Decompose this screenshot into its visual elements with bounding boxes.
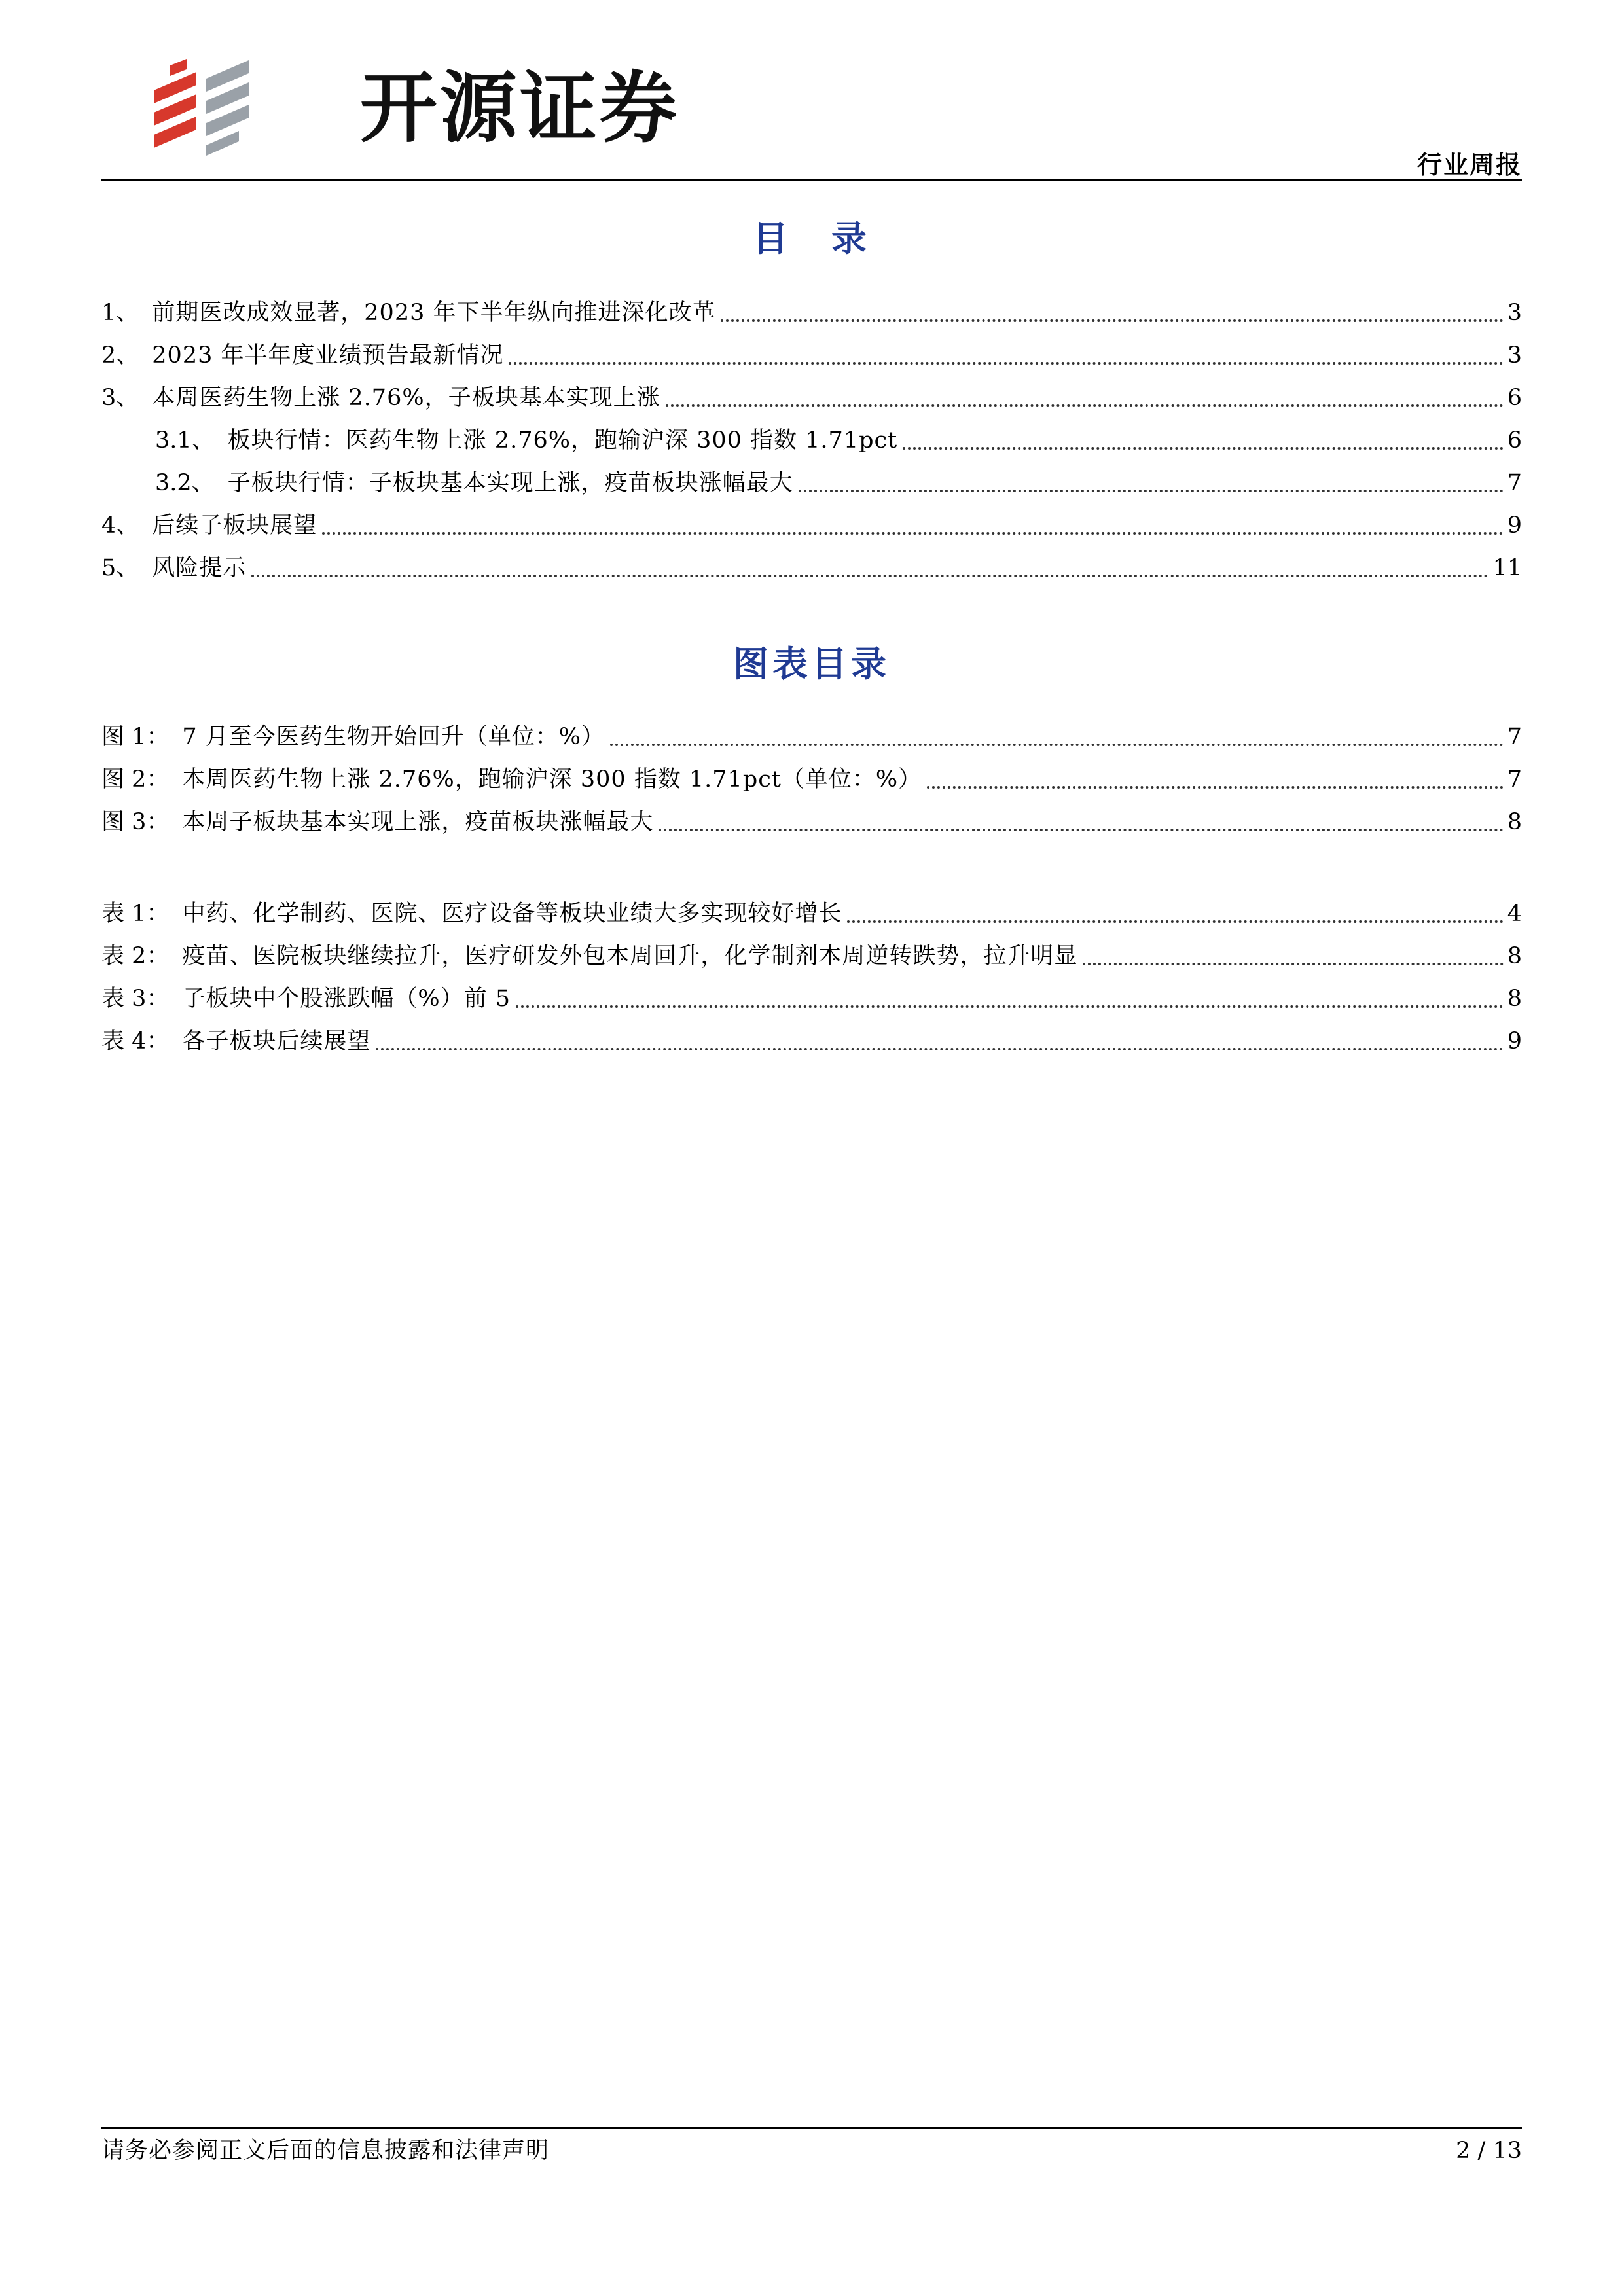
table-entry-text[interactable]: 疫苗、医院板块继续拉升，医疗研发外包本周回升，化学制剂本周逆转跌势，拉升明显 <box>182 943 1078 969</box>
footer-divider <box>101 2127 1522 2129</box>
figure-entry[interactable] <box>101 753 1522 795</box>
toc-leader-dots <box>847 920 1503 923</box>
table-entry-page[interactable]: 4 <box>1507 901 1522 927</box>
table-entry-number: 表 2： <box>101 943 170 969</box>
figure-list <box>101 710 1522 838</box>
toc-entry-number: 3.1、 <box>155 427 215 454</box>
toc-leader-dots <box>927 786 1504 789</box>
toc-entry-page[interactable]: 6 <box>1507 385 1522 411</box>
toc-leader-dots <box>903 447 1504 450</box>
report-type: 行业周报 <box>1416 151 1522 179</box>
table-entry-text[interactable]: 子板块中个股涨跌幅（%）前 5 <box>182 986 511 1012</box>
toc-list <box>101 286 1522 584</box>
toc-entry-text[interactable]: 本周医药生物上涨 2.76%，子板块基本实现上涨 <box>152 385 660 411</box>
footer-disclaimer: 请务必参阅正文后面的信息披露和法律声明 <box>101 2138 550 2164</box>
toc-entry-number: 2、 <box>101 342 139 368</box>
table-entry-number: 表 1： <box>101 901 170 927</box>
figure-entry-page[interactable]: 7 <box>1507 766 1522 793</box>
toc-entry-text[interactable]: 风险提示 <box>152 555 247 581</box>
table-entry-page[interactable]: 8 <box>1507 943 1522 969</box>
toc-entry-text[interactable]: 板块行情：医药生物上涨 2.76%，跑输沪深 300 指数 1.71pct <box>227 427 898 454</box>
figure-entry-number: 图 2： <box>101 766 170 793</box>
toc-entry-number: 4、 <box>101 512 139 539</box>
table-entry-text[interactable]: 各子板块后续展望 <box>182 1028 371 1054</box>
toc-entry-page[interactable]: 6 <box>1507 427 1522 454</box>
brand-name: 开源证券 <box>360 63 680 153</box>
table-entry-page[interactable]: 9 <box>1507 1028 1522 1054</box>
figure-entry[interactable] <box>101 795 1522 838</box>
toc-leader-dots <box>509 362 1503 365</box>
kaiyuan-securities-logo-icon <box>134 52 350 157</box>
toc-entry-page[interactable]: 3 <box>1507 300 1522 326</box>
toc-title: 目 录 <box>753 218 871 259</box>
toc-entry-page[interactable]: 3 <box>1507 342 1522 368</box>
toc-entry[interactable] <box>101 499 1522 541</box>
toc-entry-number: 3.2、 <box>155 470 215 496</box>
table-entry-text[interactable]: 中药、化学制药、医院、医疗设备等板块业绩大多实现较好增长 <box>182 901 842 927</box>
toc-entry-number: 5、 <box>101 555 139 581</box>
page-header <box>101 46 1522 183</box>
figure-entry-number: 图 1： <box>101 724 170 750</box>
toc-entry[interactable] <box>101 541 1522 584</box>
toc-entry-text[interactable]: 子板块行情：子板块基本实现上涨，疫苗板块涨幅最大 <box>227 470 793 496</box>
figure-entry-page[interactable]: 8 <box>1507 809 1522 835</box>
toc-entry-number: 3、 <box>101 385 139 411</box>
toc-entry[interactable] <box>101 329 1522 371</box>
toc-leader-dots <box>659 829 1503 831</box>
toc-leader-dots <box>610 744 1504 746</box>
figure-entry-text[interactable]: 本周子板块基本实现上涨，疫苗板块涨幅最大 <box>182 809 654 835</box>
table-entry[interactable] <box>101 1014 1522 1057</box>
toc-leader-dots <box>516 1005 1504 1008</box>
page-indicator: 2 / 13 <box>1456 2138 1522 2164</box>
toc-entry-number: 1、 <box>101 300 139 326</box>
toc-entry[interactable] <box>101 371 1522 414</box>
toc-leader-dots <box>322 532 1503 535</box>
toc-leader-dots <box>1083 963 1503 965</box>
figure-entry-text[interactable]: 本周医药生物上涨 2.76%，跑输沪深 300 指数 1.71pct（单位：%） <box>182 766 922 793</box>
toc-entry-page[interactable]: 11 <box>1492 555 1522 581</box>
figure-entry-number: 图 3： <box>101 809 170 835</box>
table-entry-page[interactable]: 8 <box>1507 986 1522 1012</box>
figures-index-title: 图表目录 <box>733 643 890 685</box>
toc-leader-dots <box>251 575 1489 577</box>
header-divider <box>101 179 1522 181</box>
toc-leader-dots <box>666 404 1504 407</box>
figure-entry[interactable] <box>101 710 1522 753</box>
table-entry[interactable] <box>101 887 1522 929</box>
toc-entry-text[interactable]: 前期医改成效显著，2023 年下半年纵向推进深化改革 <box>152 300 716 326</box>
table-entry-number: 表 4： <box>101 1028 170 1054</box>
toc-entry-page[interactable]: 7 <box>1507 470 1522 496</box>
toc-entry-text[interactable]: 后续子板块展望 <box>152 512 317 539</box>
figure-entry-text[interactable]: 7 月至今医药生物开始回升（单位：%） <box>182 724 605 750</box>
figure-entry-page[interactable]: 7 <box>1507 724 1522 750</box>
toc-entry-text[interactable]: 2023 年半年度业绩预告最新情况 <box>152 342 504 368</box>
toc-subentry[interactable] <box>101 414 1522 456</box>
toc-entry[interactable] <box>101 286 1522 329</box>
toc-leader-dots <box>376 1048 1503 1050</box>
toc-leader-dots <box>799 490 1504 492</box>
toc-subentry[interactable] <box>101 456 1522 499</box>
table-entry[interactable] <box>101 972 1522 1014</box>
table-list <box>101 887 1522 1057</box>
table-entry[interactable] <box>101 929 1522 972</box>
toc-leader-dots <box>721 319 1503 322</box>
table-entry-number: 表 3： <box>101 986 170 1012</box>
toc-entry-page[interactable]: 9 <box>1507 512 1522 539</box>
